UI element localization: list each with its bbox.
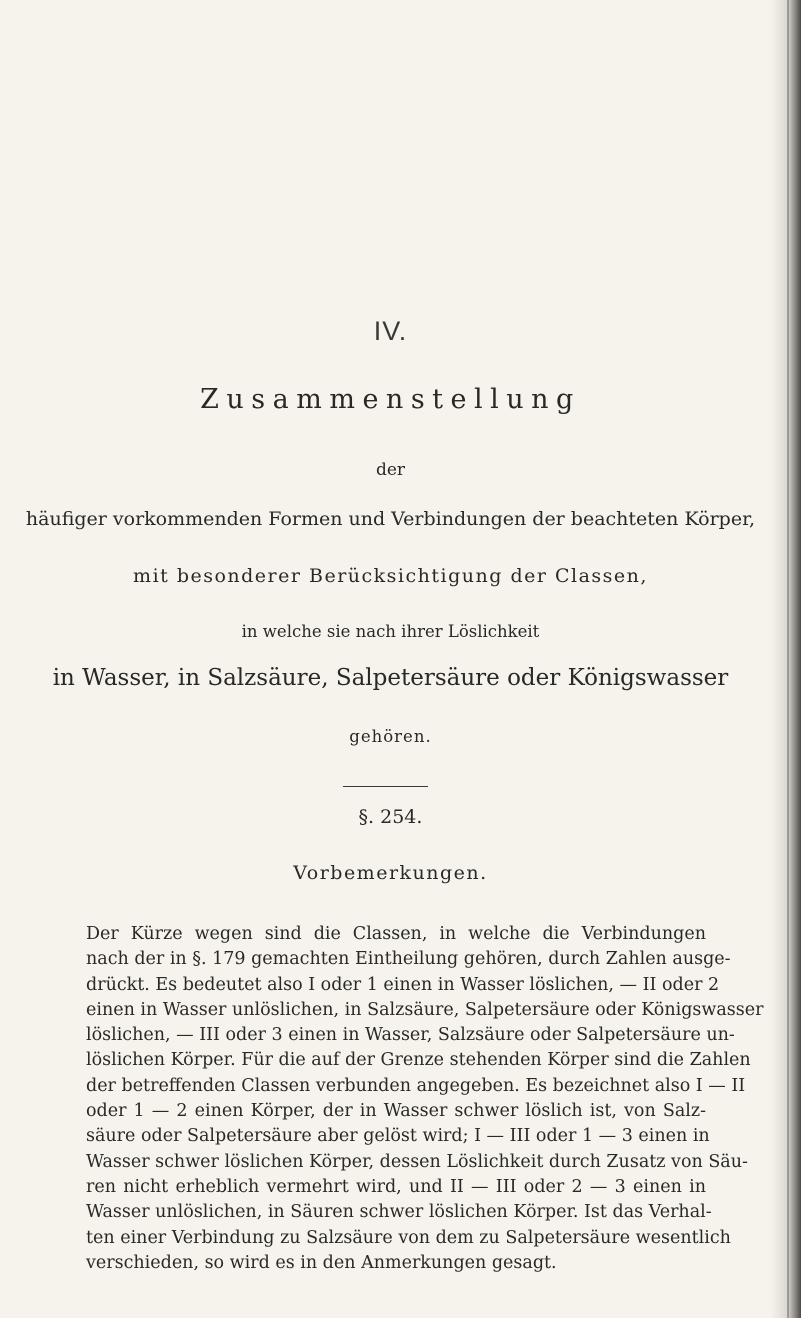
body-line: löslichen Körper. Für die auf der Grenze stehenden Körper sind die Zahlen [86, 1050, 751, 1071]
chapter-title: Zusammenstellung [200, 384, 581, 415]
page-edge-line [787, 0, 789, 1318]
section-number: §. 254. [358, 806, 423, 828]
body-line: Der Kürze wegen sind die Classen, in welche die Verbindungen [86, 924, 706, 944]
subtitle-der: der [375, 460, 406, 480]
subtitle-line-solubility: in welche sie nach ihrer Löslichkeit [241, 622, 540, 641]
section-divider [343, 786, 428, 787]
body-line: einen in Wasser unlöslichen, in Salzsäure, Salpetersäure oder Königswasser [86, 999, 764, 1020]
body-line: Wasser schwer löslichen Körper, dessen Löslichkeit durch Zusatz von Säu- [86, 1151, 748, 1172]
section-title: Vorbemerkungen. [293, 862, 488, 884]
body-line: löslichen, — III oder 3 einen in Wasser, Salzsäure oder Salpetersäure un- [86, 1025, 735, 1046]
body-line: Wasser unlöslichen, in Säuren schwer löslichen Körper. Ist das Verhal- [86, 1202, 712, 1223]
subtitle-line-classes: mit besonderer Berücksichtigung der Classen, [133, 565, 648, 587]
subtitle-line-forms: häufiger vorkommenden Formen und Verbindungen der beachteten Körper, [25, 508, 756, 530]
body-line: nach der in §. 179 gemachten Eintheilung gehören, durch Zahlen ausge- [86, 949, 731, 970]
part-number: IV. [373, 316, 408, 346]
body-line: der betreffenden Classen verbunden angegeben. Es bezeichnet also I — II [86, 1075, 746, 1096]
body-line: säure oder Salpetersäure aber gelöst wird; I — III oder 1 — 3 einen in [86, 1126, 710, 1147]
subtitle-line-gehoeren: gehören. [349, 727, 432, 746]
body-line: ren nicht erheblich vermehrt wird, und II — III oder 2 — 3 einen in [86, 1176, 706, 1197]
body-line: ten einer Verbindung zu Salzsäure von dem zu Salpetersäure wesentlich [86, 1227, 731, 1248]
body-line: drückt. Es bedeutet also I oder 1 einen in Wasser löslichen, — II oder 2 [86, 974, 720, 995]
body-line: oder 1 — 2 einen Körper, der in Wasser schwer löslich ist, von Salz- [86, 1101, 706, 1122]
body-paragraph [86, 922, 764, 1276]
page-edge-shadow [771, 0, 801, 1318]
subtitle-line-solvents: in Wasser, in Salzsäure, Salpetersäure oder Königswasser [52, 665, 729, 691]
body-line: verschieden, so wird es in den Anmerkungen gesagt. [86, 1252, 557, 1273]
